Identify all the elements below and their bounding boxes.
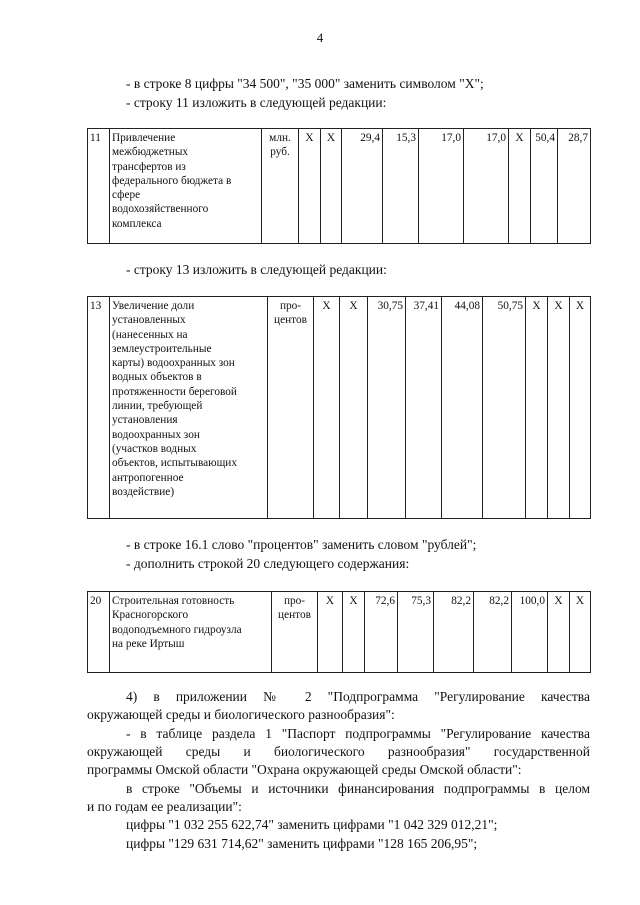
indicator-name: Привлечение межбюджетных трансфертов из федерального бюджета в сфере водохозяйственного комплекса: [110, 129, 262, 244]
value-cell: 17,0: [419, 129, 464, 244]
paragraph-7: цифры "1 032 255 622,74" заменить цифрами "1 042 329 012,21";: [126, 817, 498, 832]
paragraph-4-line-2: окружающей среды и биологического разнообразия":: [87, 707, 395, 722]
paragraph-5-line-3: программы Омской области "Охрана окружающей среды Омской области":: [87, 762, 522, 777]
paragraph-5-line-1: - в таблице раздела 1 "Паспорт подпрограммы "Регулирование качества: [126, 726, 590, 741]
table-row-20: [87, 591, 591, 673]
value-cell: Х: [321, 129, 342, 244]
paragraph-4-line-1: 4) в приложении № 2 "Подпрограмма "Регулирование качества: [126, 689, 590, 704]
value-cell: Х: [548, 297, 570, 519]
unit-cell: млн. руб.: [262, 129, 299, 244]
value-cell: Х: [509, 129, 531, 244]
paragraph-5-line-2: окружающей среды и биологического разнообразия" государственной: [87, 744, 590, 759]
value-cell: Х: [526, 297, 548, 519]
value-cell: 100,0: [512, 592, 548, 673]
value-cell: 37,41: [406, 297, 442, 519]
mid-line-1: - в строке 16.1 слово "процентов" заменить словом "рублей";: [126, 537, 477, 552]
row-number: 11: [88, 129, 110, 244]
paragraph-8: цифры "129 631 714,62" заменить цифрами "128 165 206,95";: [126, 836, 478, 851]
value-cell: 17,0: [464, 129, 509, 244]
table-row-13: [87, 296, 591, 519]
row-number: 20: [88, 592, 110, 673]
intro-line-2: - строку 11 изложить в следующей редакции:: [126, 95, 387, 110]
value-cell: 72,6: [365, 592, 398, 673]
mid-line-2: - дополнить строкой 20 следующего содержания:: [126, 556, 410, 571]
value-cell: Х: [343, 592, 365, 673]
value-cell: Х: [548, 592, 570, 673]
paragraph-6-line-1: в строке "Объемы и источники финансирования подпрограммы в целом: [126, 781, 590, 796]
value-cell: Х: [314, 297, 340, 519]
value-cell: 82,2: [474, 592, 512, 673]
value-cell: Х: [299, 129, 321, 244]
indicator-name: Увеличение доли установленных (нанесенных на землеустроительные карты) водоохранных зон водных объектов в протяженности береговой линии, требующей установления водоохранных зон (участков водных объектов, испытывающих антропогенное воздействие): [110, 297, 268, 519]
value-cell: Х: [570, 297, 591, 519]
indicator-name: Строительная готовность Красногорского водоподъемного гидроузла на реке Иртыш: [110, 592, 272, 673]
value-cell: Х: [340, 297, 368, 519]
paragraph-6-line-2: и по годам ее реализации":: [87, 799, 242, 814]
value-cell: 28,7: [558, 129, 591, 244]
table-row-11: [87, 128, 591, 244]
page-number: 4: [316, 30, 324, 45]
row-number: 13: [88, 297, 110, 519]
value-cell: 44,08: [442, 297, 483, 519]
unit-cell: про- центов: [268, 297, 314, 519]
value-cell: 50,4: [531, 129, 558, 244]
value-cell: 30,75: [368, 297, 406, 519]
intro-line-1: - в строке 8 цифры "34 500", "35 000" заменить символом "Х";: [126, 76, 484, 91]
line-row-13: - строку 13 изложить в следующей редакции:: [126, 262, 387, 277]
unit-cell: про- центов: [272, 592, 318, 673]
value-cell: 29,4: [342, 129, 383, 244]
value-cell: 82,2: [434, 592, 474, 673]
value-cell: 50,75: [483, 297, 526, 519]
value-cell: Х: [570, 592, 591, 673]
value-cell: 75,3: [398, 592, 434, 673]
value-cell: 15,3: [383, 129, 419, 244]
value-cell: Х: [318, 592, 343, 673]
